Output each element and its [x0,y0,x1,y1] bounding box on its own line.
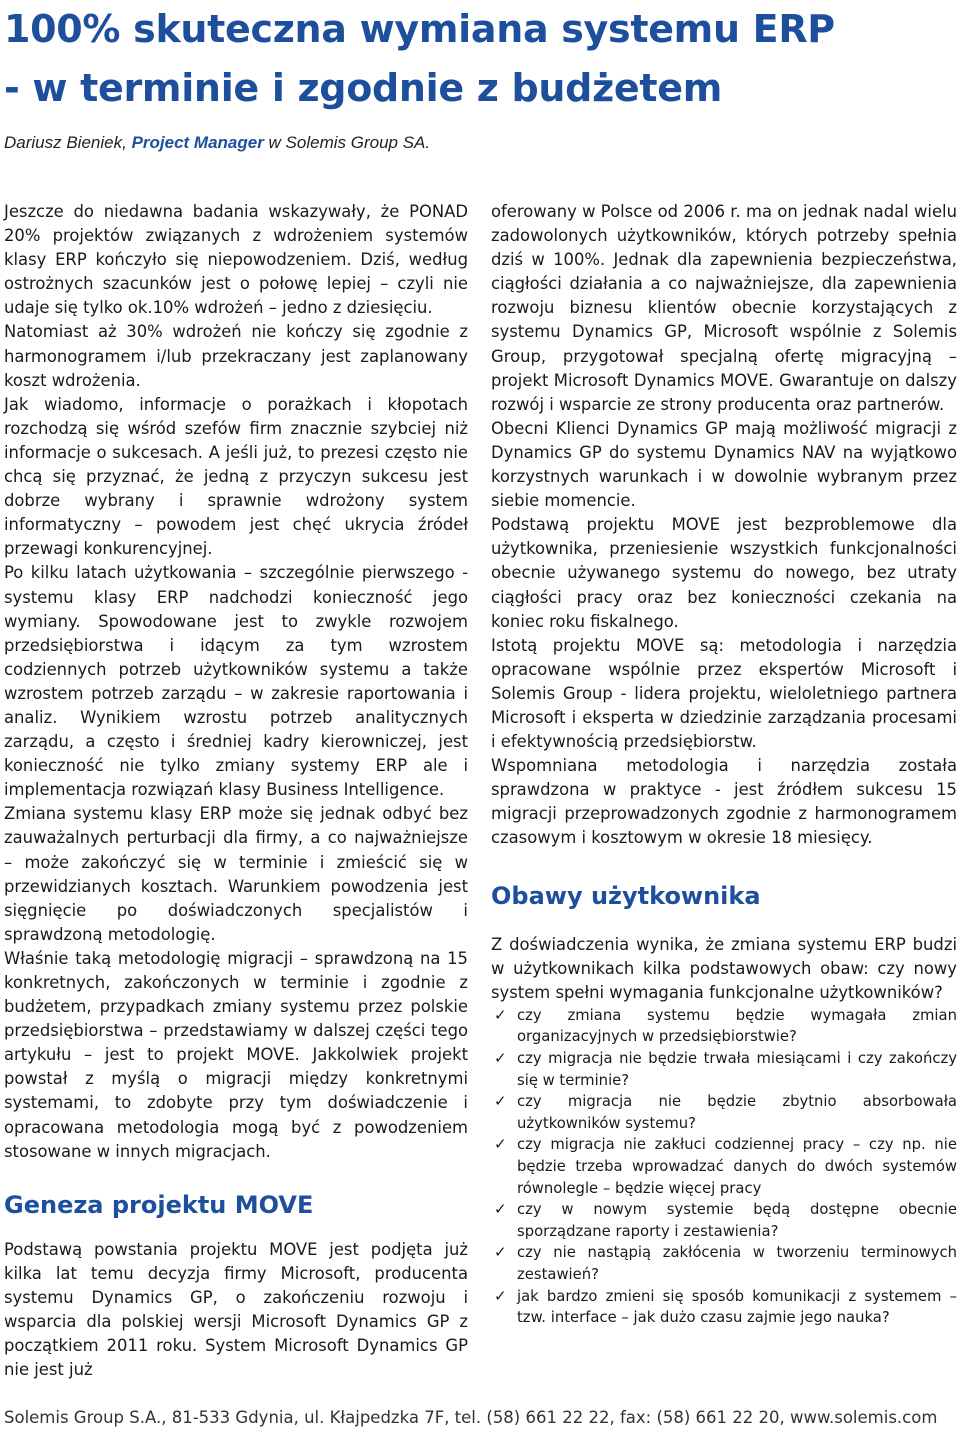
paragraph: Po kilku latach użytkowania – szczególnie pierwszego - systemu klasy ERP nadchodzi konieczność jego wymiany. Spowodowane jest to zwykle rozwojem przedsiębiorstwa i idącym za tym wzrostem codziennych potrzeb użytkowników systemu a także wzrostem potrzeb zarządu – w zakresie raportowania i analiz. Wynikiem wzrostu potrzeb analitycznych zarządu, a często i średniej kadry kierowniczej, jest konieczność nie tylko zmiany systemy ERP ale i implementacja rozwiązań klasy Business Intelligence. [4,563,468,800]
byline-company: w Solemis Group SA. [263,133,431,152]
checkmark-icon: ✓ [494,1200,507,1219]
list-item-text: czy migracja nie zakłuci codziennej pracy – czy np. nie będzie trzeba wprowadzać danych do dwóch systemów równolegle – będzie więcej pracy [517,1136,957,1197]
list-item-text: jak bardzo zmieni się sposób komunikacji z systemem – tzw. interface – jak dużo czasu zajmie jego nauka? [517,1287,957,1327]
checkmark-icon: ✓ [494,1049,507,1067]
paragraph: oferowany w Polsce od 2006 r. ma on jednak nadal wielu zadowolonych użytkowników, których potrzeby spełnia dziś w 100%. Jednak dla zapewnienia bezpieczeństwa, ciągłości działania a co najważniejsze, dla zapewnienia rozwoju biznesu klientów obecnie korzystających z systemu Dynamics GP, Microsoft wspólnie z Solemis Group, przygotował specjalną ofertę migracyjną – projekt Microsoft Dynamics MOVE. Gwarantuje on dalszy rozwój i wsparcie ze strony producenta oraz partnerów. [491,202,957,414]
paragraph: Natomiast aż 30% wdrożeń nie kończy się zgodnie z harmonogramem i/lub przekraczany jest zaplanowany koszt wdrożenia. [4,322,468,390]
paragraph: Jak wiadomo, informacje o porażkach i kłopotach rozchodzą się wśród szefów firm znacznie szybciej niż informacje o sukcesach. A jeśli już, to prezesi często nie chcą się przyznać, że jedną z przyczyn sukcesu jest dobrze wybrany i sprawnie wdrożony system informatyczny – powodem jest chęć ukrycia źródeł przewagi konkurencyjnej. [4,394,468,559]
list-item [491,1048,957,1091]
page-footer: Solemis Group S.A., 81-533 Gdynia, ul. Kłajpedzka 7F, tel. (58) 661 22 22, fax: (58) 661 22 20, www.solemis.com [4,1408,938,1427]
list-item [491,1134,957,1199]
paragraph: Obecni Klienci Dynamics GP mają możliwość migracji z Dynamics GP do systemu Dynamics NAV na wyjątkowo korzystnych warunkach i w dowolnie wybranym przez siebie momencie. [491,418,957,511]
paragraph: Istotą projektu MOVE są: metodologia i narzędzia opracowane wspólnie przez ekspertów Microsoft i Solemis Group - lidera projektu, wieloletniego partnera Microsoft i eksperta w dziedzinie zarządzania procesami i efektywnością przedsiębiorstw. [491,635,957,752]
list-item-text: czy migracja nie będzie trwała miesiącami i czy zakończy się w terminie? [517,1050,957,1089]
byline-author: Dariusz Bieniek, [4,133,132,152]
right-column [491,200,957,1329]
list-item [491,1091,957,1134]
section-heading-geneza: Geneza projektu MOVE [4,1190,314,1219]
checkmark-icon: ✓ [494,1092,507,1111]
byline [4,133,430,153]
checkmark-icon: ✓ [494,1005,507,1024]
list-item [491,1286,957,1329]
byline-role: Project Manager [131,133,264,152]
paragraph: Zmiana systemu klasy ERP może się jednak odbyć bez zauważalnych perturbacji dla firmy, a co najważniejsze – może zakończyć się w terminie i zmieścić się w przewidzianych kosztach. Warunkiem powodzenia jest sięgnięcie po doświadczonych specjalistów i sprawdzoną metodologię. [4,804,468,944]
section-heading-obawy: Obawy użytkownika [491,881,761,910]
paragraph: Wspomniana metodologia i narzędzia została sprawdzona w praktyce - jest źródłem sukcesu 15 migracji przeprowadzonych zgodnie z harmonogramem czasowym i kosztowym w okresie 18 miesięcy. [491,756,957,848]
paragraph: Podstawą projektu MOVE jest bezproblemowe dla użytkownika, przeniesienie wszystkich funkcjonalności obecnie używanego systemu do nowego, bez utraty ciągłości pracy oraz bez konieczności czekania na koniec roku fiskalnego. [491,515,957,631]
title-line-2: - w terminie i zgodnie z budżetem [4,66,723,110]
left-column [4,200,468,1382]
list-item-text: czy w nowym systemie będą dostępne obecnie sporządzane raporty i zestawienia? [517,1201,957,1240]
list-item [491,1242,957,1285]
list-item-text: czy migracja nie będzie zbytnio absorbowała użytkowników systemu? [517,1093,957,1132]
list-item [491,1199,957,1242]
concerns-checklist [491,1005,957,1329]
paragraph: Z doświadczenia wynika, że zmiana systemu ERP budzi w użytkownikach kilka podstawowych obaw: czy nowy system spełni wymagania funkcjonalne użytkowników? [491,934,957,1002]
checkmark-icon: ✓ [494,1135,507,1154]
checkmark-icon: ✓ [494,1243,507,1262]
article-title [4,0,954,118]
list-item [491,1005,957,1048]
paragraph: Podstawą powstania projektu MOVE jest podjęta już kilka lat temu decyzja firmy Microsoft, producenta systemu Dynamics GP, o zakończeniu rozwoju i wsparcia dla polskiej wersji Microsoft Dynamics GP z początkiem 2011 roku. System Microsoft Dynamics GP nie jest już [4,1239,468,1380]
list-item-text: czy zmiana systemu będzie wymagała zmian organizacyjnych w przedsiębiorstwie? [517,1006,957,1046]
list-item-text: czy nie nastąpią zakłócenia w tworzeniu terminowych zestawień? [517,1244,957,1283]
paragraph: Właśnie taką metodologię migracji – sprawdzoną na 15 konkretnych, zakończonych w terminie i zgodnie z budżetem, przypadkach zmiany systemu przez polskie przedsiębiorstwa – przedstawiamy w dalszej części tego artykułu – jest to projekt MOVE. Jakkolwiek projekt powstał z myślą o migracji między konkretnymi systemami, to zdobyte przy tym doświadczenie i opracowana metodologia mogą być z powodzeniem stosowane w innych migracjach. [4,948,468,1161]
title-line-1: 100% skuteczna wymiana systemu ERP [4,7,835,51]
paragraph: Jeszcze do niedawna badania wskazywały, że PONAD 20% projektów związanych z wdrożeniem systemów klasy ERP kończyło się niepowodzeniem. Dziś, według ostrożnych szacunków jest o połowę lepiej – czyli nie udaje się tylko ok.10% wdrożeń – jedno z dziesięciu. [4,202,468,318]
checkmark-icon: ✓ [494,1286,507,1305]
